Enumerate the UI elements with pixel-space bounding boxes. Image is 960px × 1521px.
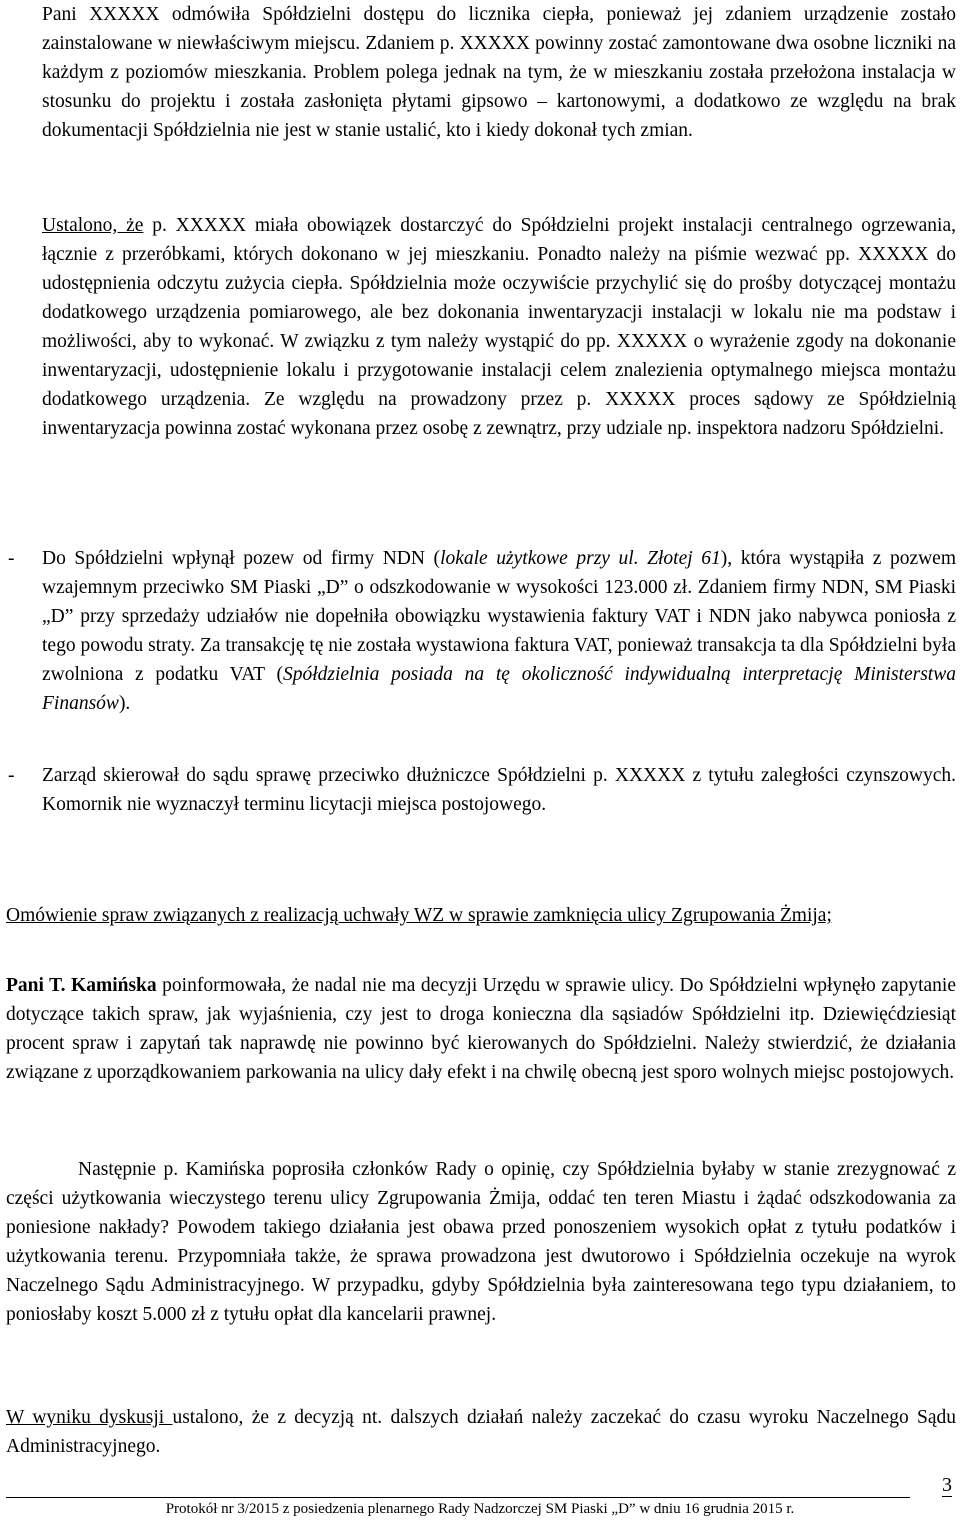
- paragraph-text: poinformowała, że nadal nie ma decyzji Urzędu w sprawie ulicy. Do Spółdzielni wpłynęło zapytanie dotyczące takich spraw, jak wyjaśnienia, czy jest to droga konieczna dla sąsiadów Spółdzielni itp. Dziewięćdziesiąt procent spraw i zapytań tak naprawdę nie powinno być kierowanych do Spółdzielni. Należy stwierdzić, że działania związane z uporządkowaniem parkowania na ulicy dały efekt i na chwilę obecną jest sporo wolnych miejsc postojowych.: [6, 975, 956, 1083]
- paragraph-text: ustalono, że z decyzją nt. dalszych działań należy zaczekać do czasu wyroku Naczelnego Sądu Administracyjnego.: [6, 1407, 956, 1457]
- section-heading: [6, 901, 956, 930]
- established-label: Ustalono, że: [42, 215, 144, 236]
- paragraph-text: p. XXXXX miała obowiązek dostarczyć do Spółdzielni projekt instalacji centralnego ogrzewania, łącznie z przeróbkami, których dokonano w jej mieszkaniu. Ponadto należy na piśmie wezwać pp. XXXXX do udostępnienia odczytu zużycia ciepła. Spółdzielnia może oczywiście przychylić się do prośby dotyczącej montażu dodatkowego urządzenia pomiarowego, ale bez dokonania inwentaryzacji instalacji w lokalu nie ma podstaw i możliwości, aby to wykonać. W związku z tym należy wystąpić do pp. XXXXX o wyrażenie zgody na dokonanie inwentaryzacji, udostępnienie lokalu i przygotowanie instalacji celem znalezienia optymalnego miejsca montażu dodatkowego urządzenia. Ze względu na prowadzony przez p. XXXXX proces sądowy ze Spółdzielnią inwentaryzacja powinna zostać wykonana przez osobę z zewnątrz, przy udziale np. inspektora nadzoru Spółdzielni.: [42, 215, 956, 439]
- section-heading-text: Omówienie spraw związanych z realizacją uchwały WZ w sprawie zamknięcia ulicy Zgrupowania Żmija;: [6, 905, 832, 926]
- bullet-text: Do Spółdzielni wpłynął pozew od firmy NDN (: [42, 548, 441, 569]
- bullet-ndn-lawsuit: [42, 544, 956, 718]
- paragraph-heat-meter: [42, 0, 956, 145]
- bullet-dash: -: [8, 548, 15, 569]
- paragraph-text: Następnie p. Kamińska poprosiła członków Rady o opinię, czy Spółdzielnia byłaby w stanie zrezygnować z części użytkowania wieczystego terenu ulicy Zgrupowania Żmija, oddać ten teren Miastu i żądać odszkodowania za poniesione nakłady? Powodem takiego działania jest obawa przed ponoszeniem wysokich opłat z tytułu podatków i użytkowania terenu. Przypomniała także, że sprawa prowadzona jest dwutorowo i Spółdzielnia oczekuje na wyrok Naczelnego Sądu Administracyjnego. W przypadku, gdyby Spółdzielnia była zainteresowana tego typu działaniem, to poniosłaby koszt 5.000 zł z tytułu opłat dla kancelarii prawnej.: [6, 1159, 956, 1325]
- bullet-text-italic: lokale użytkowe przy ul. Złotej 61: [440, 548, 721, 569]
- paragraph-kaminska-request: [6, 1155, 956, 1329]
- page-number: 3: [942, 1474, 952, 1496]
- speaker-name: Pani T. Kamińska: [6, 975, 157, 996]
- bullet-text-italic: Spółdzielnia posiada na tę okoliczność indywidualną interpretację Ministerstwa Finansów: [42, 664, 956, 714]
- bullet-text: ).: [118, 693, 131, 714]
- discussion-label: W wyniku dyskusji: [6, 1407, 173, 1428]
- paragraph-findings: [42, 211, 956, 443]
- paragraph-text: Pani XXXXX odmówiła Spółdzielni dostępu do licznika ciepła, ponieważ jej zdaniem urządzenie zostało zainstalowane w niewłaściwym miejscu. Zdaniem p. XXXXX powinny zostać zamontowane dwa osobne liczniki na każdym z poziomów mieszkania. Problem polega jednak na tym, że w mieszkaniu została przełożona instalacja w stosunku do projektu i została zasłonięta płytami gipsowo – kartonowymi, a dodatkowo ze względu na brak dokumentacji Spółdzielnia nie jest w stanie ustalić, kto i kiedy dokonał tych zmian.: [42, 4, 956, 141]
- footer-divider: [6, 1497, 910, 1498]
- bullet-rent-arrears: [42, 761, 956, 819]
- footer-text: Protokół nr 3/2015 z posiedzenia plenarnego Rady Nadzorczej SM Piaski „D” w dniu 16 grudnia 2015 r.: [165, 1501, 795, 1517]
- bullet-text: ), która wystąpiła z pozwem wzajemnym przeciwko SM Piaski „D” o odszkodowanie w wysokości 123.000 zł. Zdaniem firmy NDN, SM Piaski „D” przy sprzedaży udziałów nie dopełniła obowiązku wystawienia faktury VAT i NDN jako nabywca poniosła z tego powodu straty. Za transakcję tę nie została wystawiona faktura VAT, ponieważ transakcja ta dla Spółdzielni była zwolniona z podatku VAT (: [42, 548, 957, 685]
- paragraph-kaminska-info: [6, 971, 956, 1087]
- bullet-dash: -: [8, 765, 15, 786]
- bullet-text: Zarząd skierował do sądu sprawę przeciwko dłużniczce Spółdzielni p. XXXXX z tytułu zaległości czynszowych. Komornik nie wyznaczył terminu licytacji miejsca postojowego.: [42, 765, 956, 815]
- paragraph-conclusion: [6, 1403, 956, 1461]
